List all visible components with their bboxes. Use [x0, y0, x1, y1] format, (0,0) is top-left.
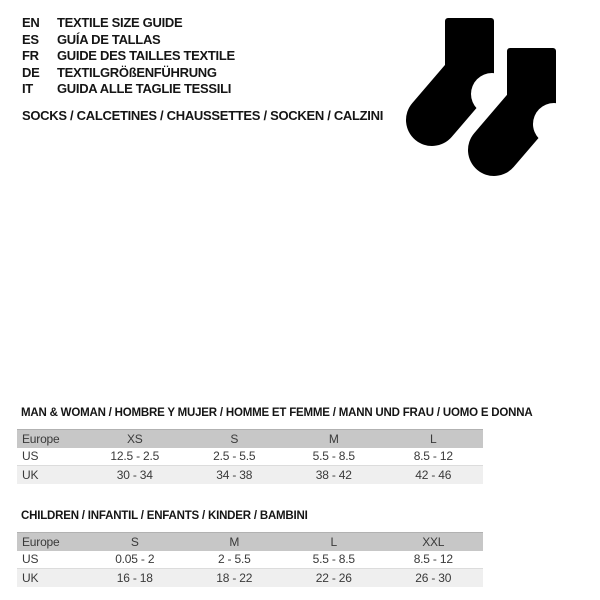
column-header-region: Europe	[22, 534, 60, 549]
column-header-size: M	[328, 431, 339, 446]
size-cell: 5.5 - 8.5	[312, 449, 355, 464]
column-header-size: XXL	[422, 534, 445, 549]
language-code: DE	[22, 64, 40, 80]
size-cell: 34 - 38	[216, 467, 253, 482]
table-row	[17, 569, 483, 587]
socks-icon-svg	[402, 6, 582, 186]
size-cell: 30 - 34	[116, 467, 153, 482]
language-row	[22, 65, 235, 82]
size-cell: 26 - 30	[415, 570, 452, 585]
size-cell: 8.5 - 12	[413, 449, 453, 464]
column-header-size: M	[229, 534, 240, 549]
table-row	[17, 466, 483, 484]
column-header-size: S	[130, 534, 139, 549]
column-header-region: Europe	[22, 431, 60, 446]
language-row	[22, 81, 235, 98]
size-table-adult	[17, 407, 533, 484]
size-cell: 22 - 26	[315, 570, 352, 585]
category-line: SOCKS / CALCETINES / CHAUSSETTES / SOCKEN / CALZINI	[22, 108, 384, 123]
column-header-size: XS	[126, 431, 143, 446]
language-row	[22, 15, 235, 32]
table-header-row	[17, 430, 483, 448]
region-cell: US	[22, 552, 39, 567]
table-row	[17, 448, 483, 466]
column-header-size: S	[230, 431, 239, 446]
language-label: TEXTILGRÖßENFÜHRUNG	[57, 64, 217, 80]
table-title: MAN & WOMAN / HOMBRE Y MUJER / HOMME ET FEMME / MANN UND FRAU / UOMO E DONNA	[21, 407, 533, 419]
size-cell: 18 - 22	[216, 570, 253, 585]
table-header-row	[17, 533, 483, 551]
size-cell: 12.5 - 2.5	[110, 449, 160, 464]
language-code: EN	[22, 15, 40, 30]
size-cell: 5.5 - 8.5	[312, 552, 355, 567]
table-title: CHILDREN / INFANTIL / ENFANTS / KINDER / BAMBINI	[21, 510, 308, 522]
language-list	[22, 15, 235, 98]
language-label: GUIDE DES TAILLES TEXTILE	[57, 48, 235, 64]
language-code: IT	[22, 81, 33, 97]
size-table-children	[17, 510, 483, 587]
table-row	[17, 551, 483, 569]
children-size-table	[17, 532, 483, 587]
region-cell: US	[22, 449, 39, 464]
adult-size-table	[17, 429, 483, 484]
language-label: TEXTILE SIZE GUIDE	[57, 15, 183, 30]
language-code: ES	[22, 31, 39, 47]
size-cell: 2.5 - 5.5	[213, 449, 256, 464]
socks-icon	[402, 6, 582, 186]
size-cell: 38 - 42	[315, 467, 352, 482]
column-header-size: L	[430, 431, 437, 446]
size-cell: 2 - 5.5	[217, 552, 251, 567]
size-cell: 8.5 - 12	[413, 552, 453, 567]
language-label: GUIDA ALLE TAGLIE TESSILI	[57, 81, 232, 97]
size-cell: 16 - 18	[116, 570, 153, 585]
column-header-size: L	[330, 534, 337, 549]
region-cell: UK	[22, 570, 39, 585]
region-cell: UK	[22, 467, 39, 482]
language-label: GUÍA DE TALLAS	[57, 31, 161, 47]
size-cell: 0.05 - 2	[115, 552, 155, 567]
language-code: FR	[22, 48, 39, 64]
language-row	[22, 48, 235, 65]
language-row	[22, 32, 235, 49]
size-cell: 42 - 46	[415, 467, 452, 482]
